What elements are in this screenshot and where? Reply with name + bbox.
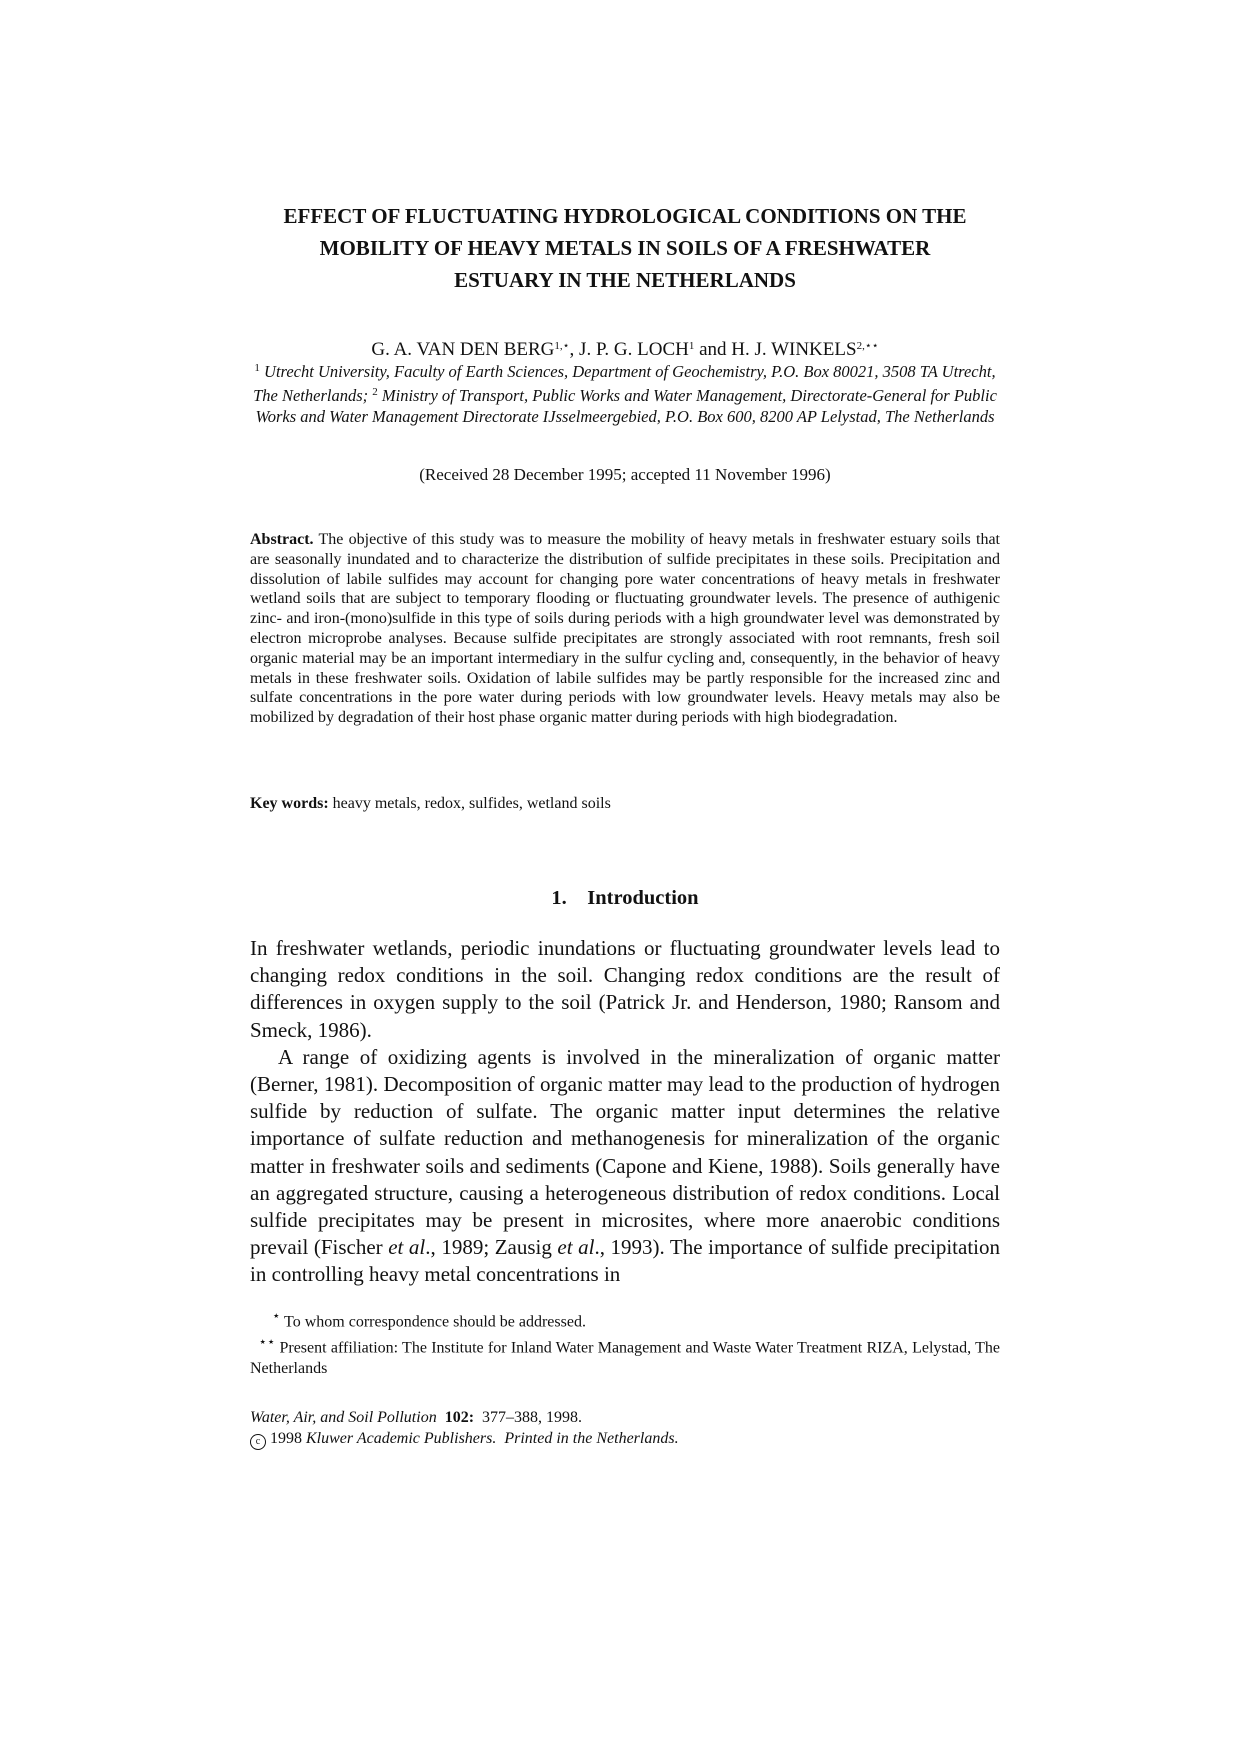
author-separator: , [569, 339, 580, 360]
journal-name: Water, Air, and Soil Pollution [250, 1409, 437, 1426]
title-line: EFFECT OF FLUCTUATING HYDROLOGICAL CONDITIONS ON THE [283, 204, 967, 228]
author-name: G. A. VAN DEN BERG [371, 339, 555, 360]
affiliations [250, 358, 1000, 427]
abstract-text: The objective of this study was to measure the mobility of heavy metals in freshwater estuary soils that are seasonally inundated and to characterize the distribution of sulfide precipitates in these soils. Precipitation and dissolution of labile sulfides may account for changing pore water concentrations of heavy metals in freshwater wetland soils that are subject to temporary flooding or fluctuating groundwater levels. The presence of authigenic zinc- and iron-(mono)sulfide in this type of soils during periods with a high groundwater level was demonstrated by electron microprobe analyses. Because sulfide precipitates are strongly associated with root remnants, fresh soil organic material may be an important intermediary in the sulfur cycling and, consequently, in the behavior of heavy metals in these freshwater soils. Oxidation of labile sulfides may be partly responsible for the increased zinc and sulfate concentrations in the pore water during periods with low groundwater levels. Heavy metals may also be mobilized by degradation of their host phase organic matter during periods with high biodegradation. [250, 531, 1000, 727]
abstract [250, 530, 1000, 728]
affiliation-text: Utrecht University, Faculty of Earth Sciences, Department of Geochemistry, P.O. Box 80021, 3508 TA Utrecht, The Netherlands; [253, 362, 996, 405]
printed-note: Printed in the Netherlands. [504, 1430, 679, 1447]
publisher: Kluwer Academic Publishers. [306, 1430, 497, 1447]
abstract-label: Abstract. [250, 531, 314, 548]
author-sup: 1 [688, 340, 695, 352]
received-dates: (Received 28 December 1995; accepted 11 November 1996) [419, 465, 831, 484]
emphasis: et al [388, 1235, 426, 1260]
body-text [250, 935, 1000, 1289]
footnote-mark: ⋆ [272, 1308, 281, 1323]
author-name: J. P. G. LOCH [579, 339, 689, 360]
paragraph-text: ., 1989; Zausig [425, 1235, 558, 1260]
journal-info [250, 1407, 1000, 1450]
copyright-line [250, 1428, 1000, 1450]
paragraph-text: ., 1993). The importance of sulfide precipitation in controlling heavy metal concentrations in [250, 1235, 1000, 1287]
section-heading: 1. Introduction [551, 887, 699, 909]
copyright-year: 1998 [270, 1430, 302, 1447]
paragraph [250, 1044, 1000, 1289]
footnote [250, 1332, 1000, 1378]
keywords-text: heavy metals, redox, sulfides, wetland soils [328, 795, 611, 812]
footnote-text: To whom correspondence should be addressed. [280, 1313, 586, 1331]
paragraph: In freshwater wetlands, periodic inundations or fluctuating groundwater levels lead to changing redox conditions in the soil. Changing redox conditions are the result of differences in oxygen supply to the soil (Patrick Jr. and Henderson, 1980; Ransom and Smeck, 1986). [250, 936, 1000, 1042]
journal-volume: 102: [444, 1409, 475, 1426]
emphasis: et al [557, 1235, 595, 1260]
author-sup: 1,⋆ [554, 340, 570, 352]
copyright-icon: c [250, 1434, 266, 1450]
keywords [250, 795, 1000, 813]
citation-line [250, 1407, 1000, 1428]
footnote [250, 1306, 1000, 1332]
footnotes [250, 1306, 1000, 1379]
affiliation-sup: 1 [254, 362, 260, 374]
keywords-label: Key words: [250, 795, 329, 812]
paper-title [250, 200, 1000, 296]
author-sup: 2,⋆⋆ [856, 340, 879, 352]
title-line: MOBILITY OF HEAVY METALS IN SOILS OF A FRESHWATER [319, 236, 931, 260]
journal-pages: 377–388, 1998. [482, 1409, 583, 1426]
footnote-mark: ⋆⋆ [258, 1334, 276, 1350]
paragraph-text: A range of oxidizing agents is involved in the mineralization of organic matter (Berner, 1981). Decomposition of organic matter may lead to the production of hydrogen sulfide by reduction of sulfate. The organic matter input determines the relative importance of sulfate reduction and methanogenesis for mineralization of the organic matter in freshwater soils and sediments (Capone and Kiene, 1988). Soils generally have an aggregated structure, causing a heterogeneous distribution of redox conditions. Local sulfide precipitates may be present in microsites, where more anaerobic conditions prevail (Fischer [250, 1044, 1000, 1260]
affiliation-sup: 2 [372, 386, 378, 398]
title-line: ESTUARY IN THE NETHERLANDS [454, 268, 796, 292]
author-separator: and [694, 339, 732, 360]
affiliation-text: Ministry of Transport, Public Works and Water Management, Directorate-General for Public Works and Water Management Directorate IJsselmeergebied, P.O. Box 600, 8200 AP Lelystad, The Netherlands [255, 386, 997, 426]
footnote-text: Present affiliation: The Institute for Inland Water Management and Waste Water Treatment RIZA, Lelystad, The Netherlands [250, 1339, 1001, 1377]
author-name: H. J. WINKELS [731, 339, 857, 360]
